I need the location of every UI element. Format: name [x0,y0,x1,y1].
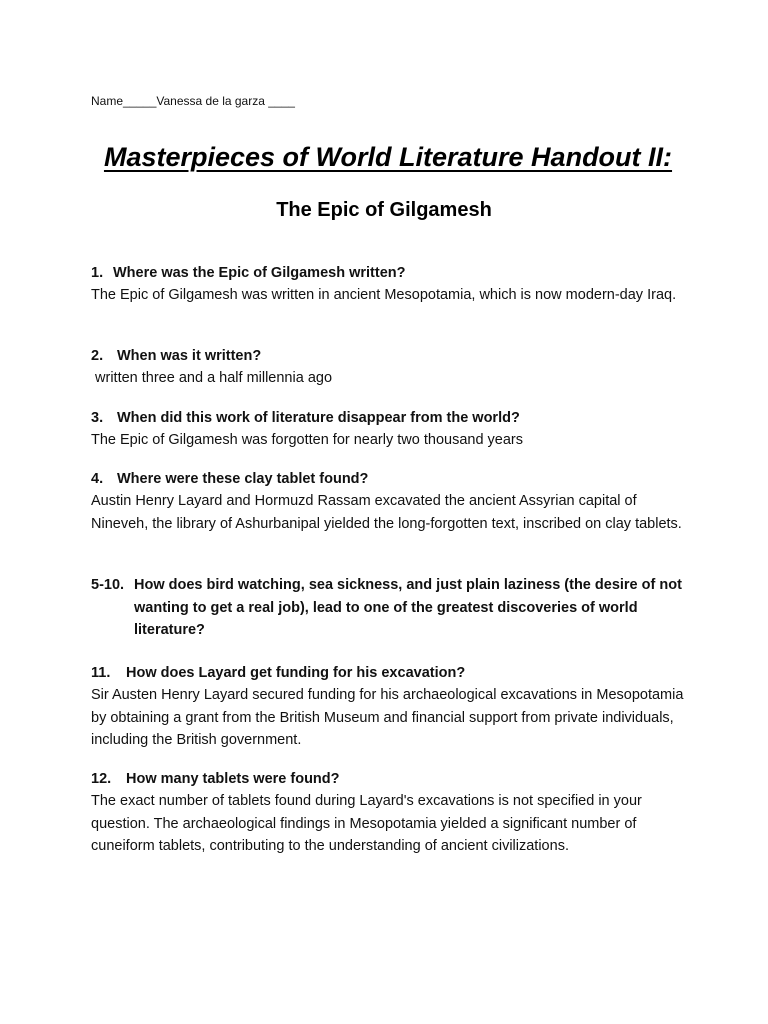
question-1 [91,262,691,284]
question-4 [91,468,691,490]
question-number: 11. [91,665,111,681]
question-number: 12. [91,771,112,787]
handout-subtitle: The Epic of Gilgamesh [276,199,492,221]
answer-4: Austin Henry Layard and Hormuzd Rassam excavated the ancient Assyrian capital of Nineveh, the library of Ashurbanipal yielded the long-forgotten text, inscribed on clay tablets. [91,493,682,532]
question-number: 1. [91,265,104,281]
question-number: 2. [91,348,104,364]
question-block-2 [91,345,691,390]
question-3 [91,407,691,429]
answer-2: written three and a half millennia ago [91,370,333,386]
question-text: How does Layard get funding for his excavation? [126,665,466,681]
answer-12: The exact number of tablets found during Layard's excavations is not specified in your question. The archaeological findings in Mesopotamia yielded a significant number of cuneiform tablets, contributing to the understanding of ancient civilizations. [91,793,642,854]
question-text: Where was the Epic of Gilgamesh written? [113,265,406,281]
question-2 [91,345,691,367]
question-text: When was it written? [117,348,262,364]
answer-11: Sir Austen Henry Layard secured funding for his archaeological excavations in Mesopotamia by obtaining a grant from the British Museum and financial support from private individuals, including the British government. [91,687,684,748]
question-11 [91,662,691,684]
student-name-line: Name_____Vanessa de la garza ____ [91,94,295,108]
handout-title: Masterpieces of World Literature Handout II: [103,142,673,172]
question-block-3 [91,407,691,452]
question-number: 4. [91,471,104,487]
question-block-1 [91,262,691,307]
answer-1: The Epic of Gilgamesh was written in ancient Mesopotamia, which is now modern-day Iraq. [91,287,677,303]
question-text: How many tablets were found? [126,771,340,787]
question-12 [91,768,691,790]
question-text: When did this work of literature disappear from the world? [117,410,520,426]
question-block-4 [91,468,691,535]
question-text: Where were these clay tablet found? [117,471,369,487]
question-number: 5-10. [91,577,125,593]
question-text: How does bird watching, sea sickness, and just plain laziness (the desire of not wanting to get a real job), lead to one of the greatest discoveries of world literature? [134,577,682,638]
answer-3: The Epic of Gilgamesh was forgotten for nearly two thousand years [91,432,523,448]
question-5-10 [91,574,691,642]
question-block-12 [91,768,691,858]
question-block-5-10 [91,574,691,642]
question-number: 3. [91,410,104,426]
question-block-11 [91,662,691,752]
